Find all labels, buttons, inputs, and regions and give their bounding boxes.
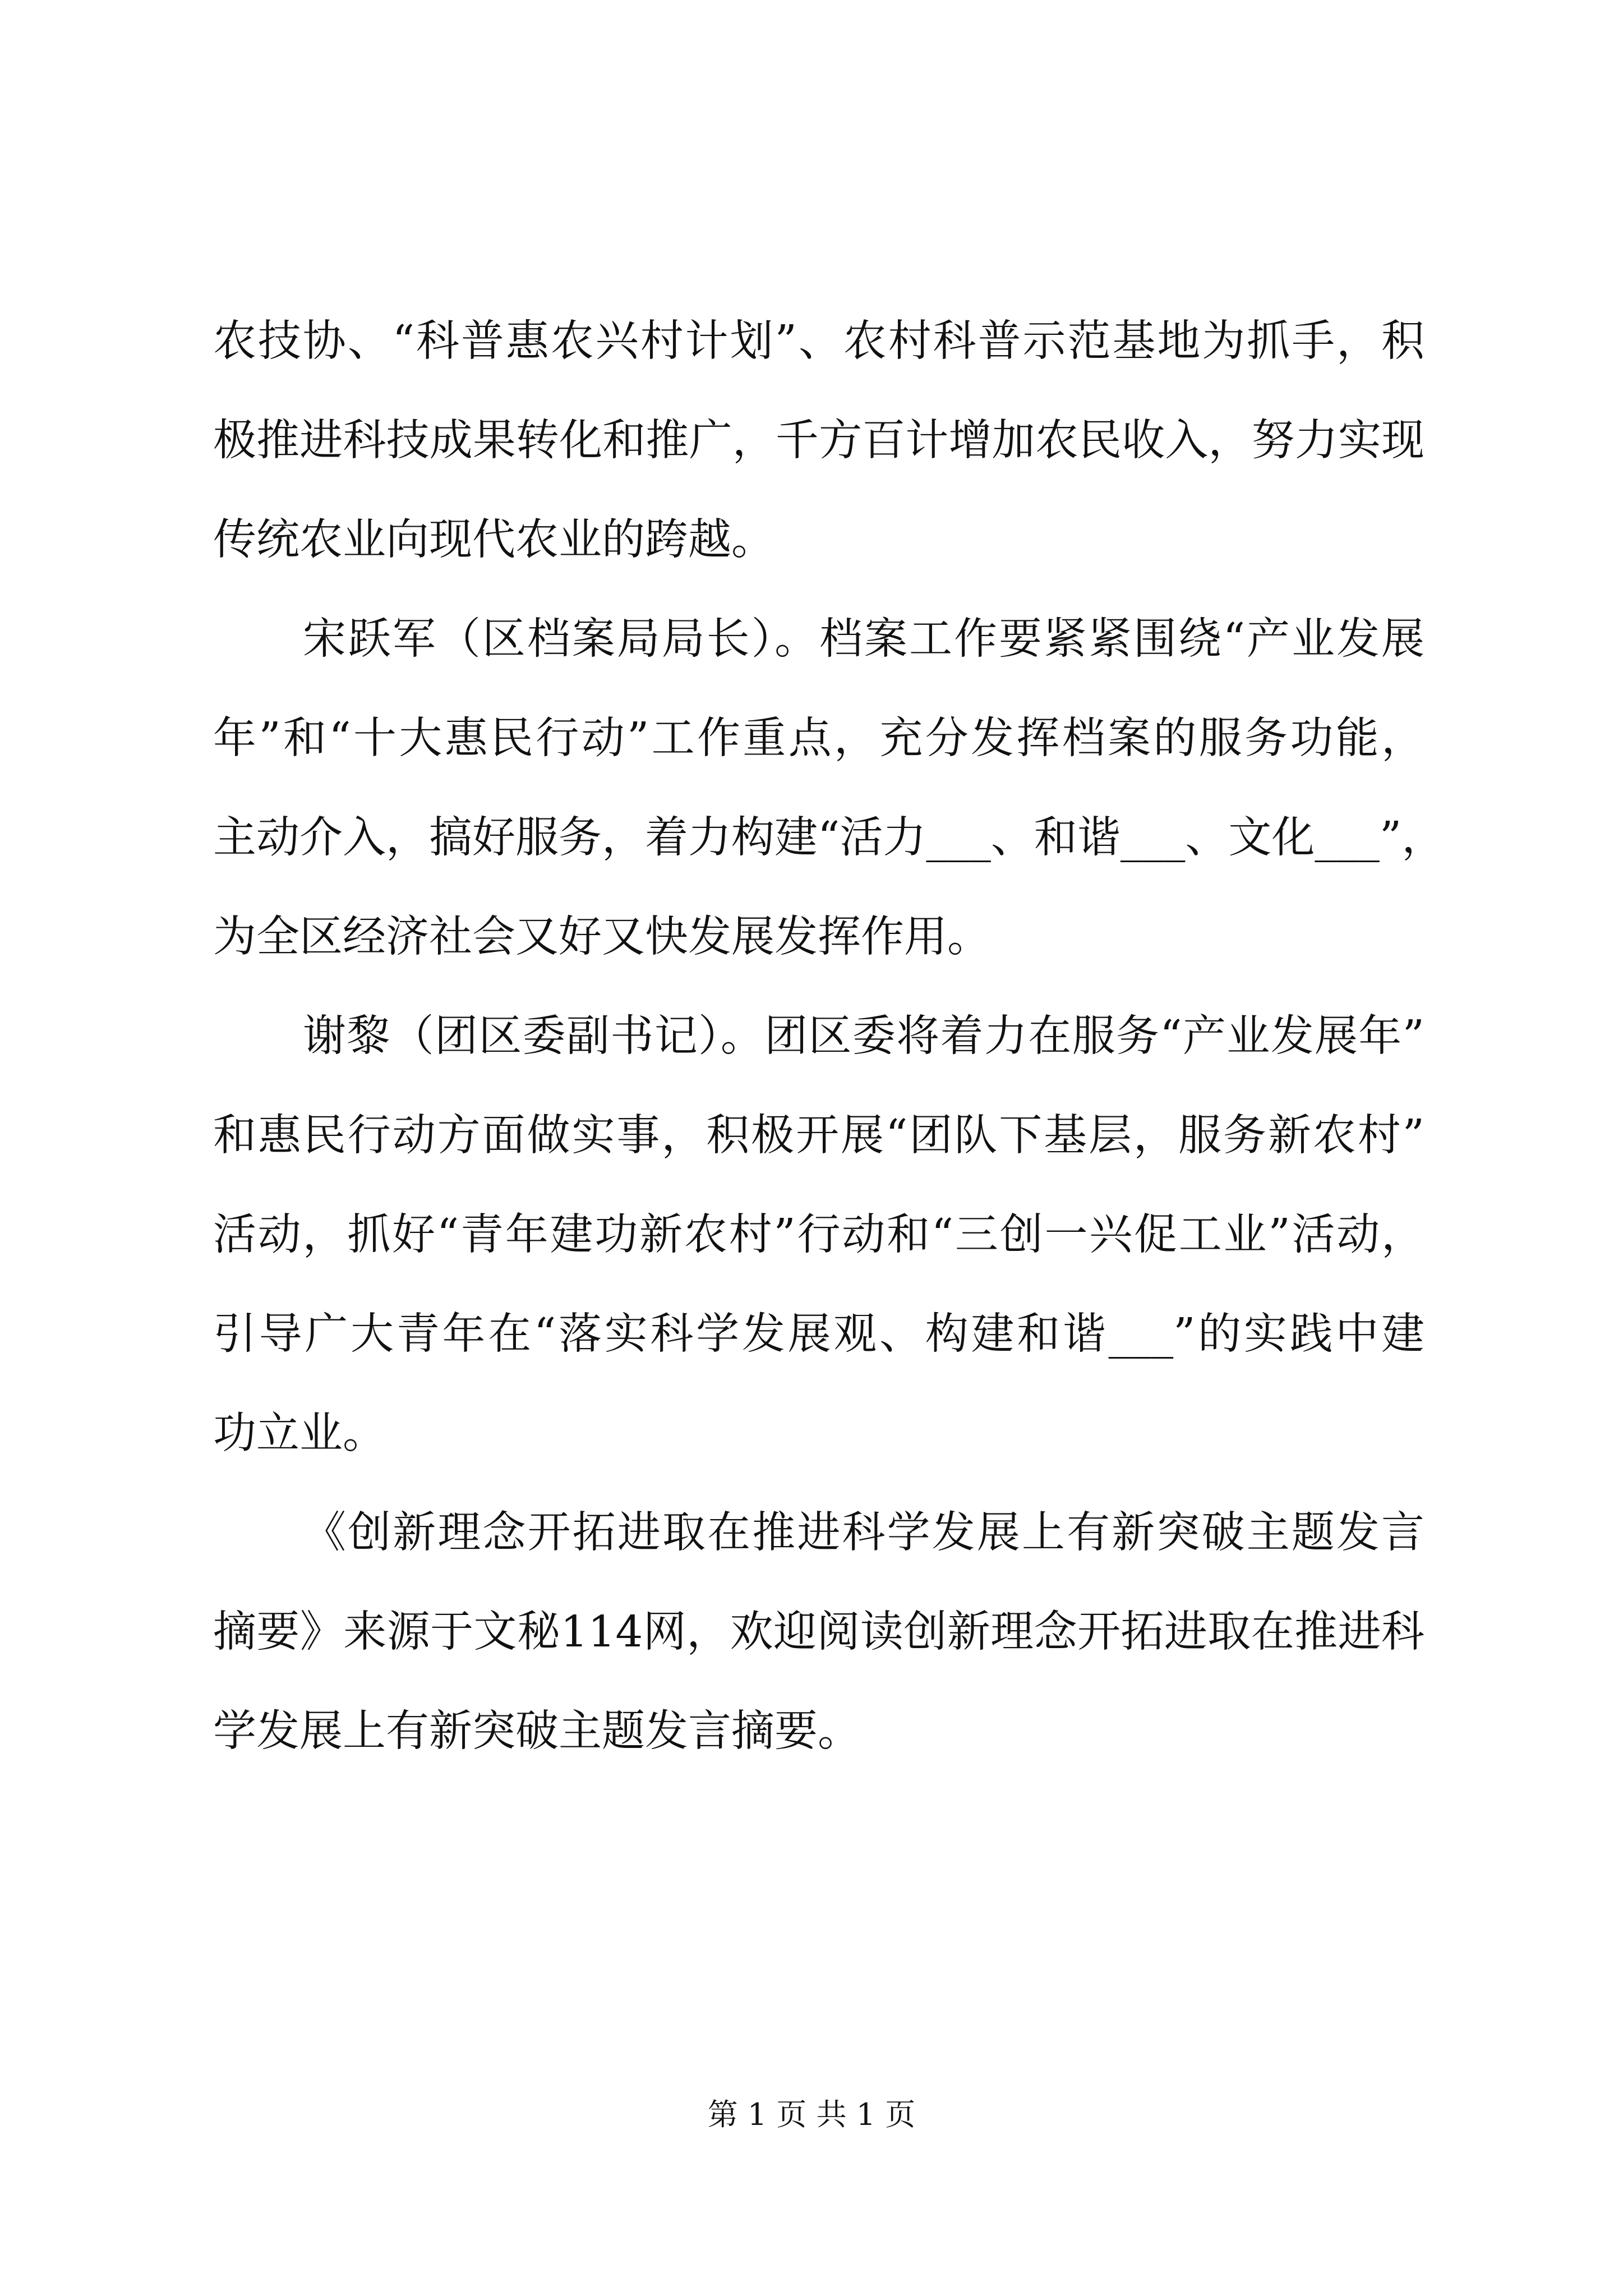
text-line: 年”和“十大惠民行动”工作重点，充分发挥档案的服务功能， [213,714,1424,763]
paragraph-4 [213,1483,1424,1781]
text-line: 主动介入，搞好服务，着力构建“活力___、和谐___、文化___”， [213,813,1445,863]
text-line: 极推进科技成果转化和推广，千方百计增加农民收入，努力实现 [213,416,1424,466]
text-line: 功立业。 [213,1409,386,1458]
text-line: 谢黎（团区委副书记）。团区委将着力在服务“产业发展年” [303,1011,1424,1061]
document-body [213,292,1445,1781]
text-line: 摘要》来源于文秘114网，欢迎阅读创新理念开拓进取在推进科 [213,1607,1424,1657]
paragraph-3 [213,987,1424,1483]
paragraph-2 [213,590,1445,987]
text-line: 宋跃军（区档案局局长）。档案工作要紧紧围绕“产业发展 [303,614,1424,664]
text-line: 为全区经济社会又好又快发展发挥作用。 [213,912,990,962]
text-line: 和惠民行动方面做实事，积极开展“团队下基层，服务新农村” [213,1111,1424,1161]
text-line: 《创新理念开拓进取在推进科学发展上有新突破主题发言 [303,1508,1424,1558]
page-number-footer: 第 1 页 共 1 页 [707,2097,916,2132]
paragraph-1 [213,292,1424,590]
text-line: 活动，抓好“青年建功新农村”行动和“三创一兴促工业”活动， [213,1210,1424,1260]
text-line: 农技协、“科普惠农兴村计划”、农村科普示范基地为抓手，积 [213,316,1424,366]
text-line: 学发展上有新突破主题发言摘要。 [213,1706,861,1756]
text-line: 传统农业向现代农业的跨越。 [213,515,774,565]
text-line: 引导广大青年在“落实科学发展观、构建和谐___”的实践中建 [213,1309,1424,1359]
